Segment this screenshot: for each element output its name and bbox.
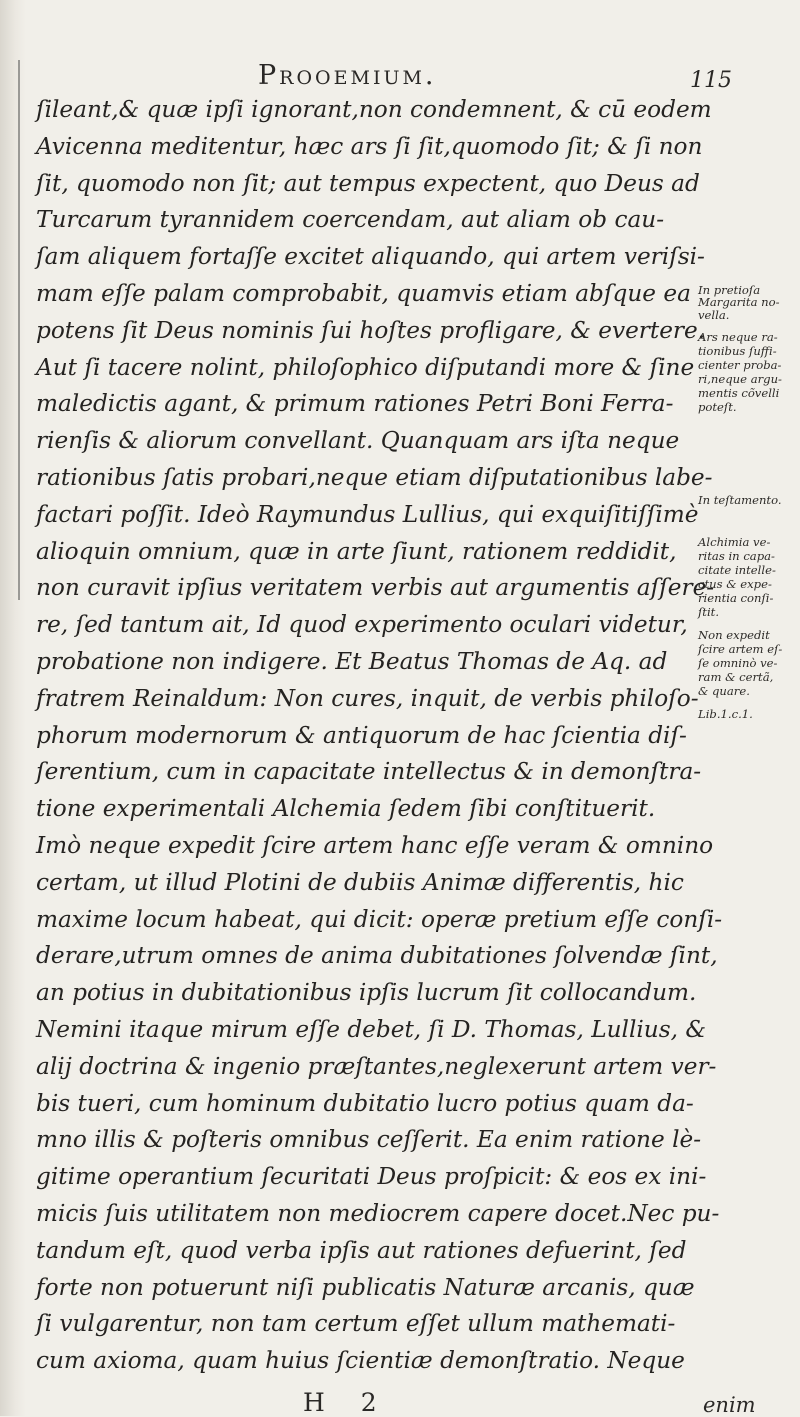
- text-line: bis tueri, cum hominum dubitatio lucro potius quam da-: [36, 1089, 694, 1117]
- text-line: ſerentium, cum in capacitate intellectus & in demonſtra-: [36, 758, 702, 786]
- marginal-note-line: ſe omninò ve-: [698, 656, 778, 670]
- text-line: Aut ſi tacere nolint, philoſophico diſputandi more & ſine: [36, 353, 695, 381]
- marginal-note-line: & quare.: [698, 684, 750, 698]
- text-line: ſam aliquem fortaſſe excitet aliquando, qui artem veriſsi-: [36, 243, 705, 271]
- marginal-note-line: vella.: [698, 308, 730, 322]
- marginal-note-line: ram & certã,: [698, 670, 774, 684]
- marginal-note-line: Margarita no-: [698, 295, 780, 309]
- margin-rule: [18, 60, 20, 600]
- text-line: fratrem Reinaldum: Non cures, inquit, de verbis philoſo-: [36, 684, 699, 712]
- marginal-note-line: citate intelle-: [698, 563, 776, 577]
- marginal-note-line: Alchimia ve-: [698, 535, 771, 549]
- text-line: Imò neque expedit ſcire artem hanc eſſe veram & omnino: [36, 832, 714, 859]
- page-header: [0, 60, 800, 100]
- text-line: Avicenna meditentur, hæc ars ſi ſit,quomodo ſit; & ſi non: [36, 132, 703, 160]
- marginal-note-line: ri,neque argu-: [698, 372, 782, 386]
- marginal-note-line: In teſtamento.: [698, 493, 782, 507]
- text-line: non curavit ipſius veritatem verbis aut argumentis aſſere-: [36, 574, 715, 602]
- binding-gutter: [0, 0, 26, 1416]
- text-line: ſi vulgarentur, non tam certum eſſet ullum mathemati-: [36, 1310, 676, 1338]
- marginal-note-line: ſcire artem eſ-: [698, 642, 783, 656]
- text-line: alioquin omnium, quæ in arte ſiunt, rationem reddidit,: [36, 537, 677, 565]
- marginal-note-line: rientia conſi-: [698, 591, 774, 605]
- text-line: potens ſit Deus nominis ſui hoſtes profligare, & evertere.: [36, 316, 706, 344]
- text-line: factari poſſit. Ideò Raymundus Lullius, qui exquiſitiſſimè: [36, 500, 699, 528]
- marginal-note-line: ſtit.: [698, 605, 720, 619]
- text-line: mno illis & poſteris omnibus ceſſerit. Ea enim ratione lè-: [36, 1126, 702, 1154]
- text-line: mam eſſe palam comprobabit, quamvis etiam abſque ea: [36, 280, 691, 307]
- page-number: 115: [690, 68, 732, 93]
- text-line: certam, ut illud Plotini de dubiis Animæ differentis, hic: [36, 868, 684, 896]
- marginal-note-line: cienter proba-: [698, 358, 782, 372]
- running-head: Prooemium.: [258, 60, 437, 91]
- marginal-note-line: In pretioſa: [698, 283, 761, 297]
- text-line: Nemini itaque mirum eſſe debet, ſi D. Thomas, Lullius, &: [36, 1016, 706, 1043]
- text-line: micis ſuis utilitatem non mediocrem capere docet.Nec pu-: [36, 1200, 720, 1227]
- text-line: re, ſed tantum ait, Id quod experimento oculari videtur,: [36, 611, 688, 639]
- signature-mark: H 2: [303, 1388, 391, 1417]
- text-line: ſileant,& quæ ipſi ignorant,non condemnent, & cū eodem: [36, 96, 712, 123]
- text-line: rationibus ſatis probari,neque etiam diſputationibus labe-: [36, 464, 713, 491]
- text-line: Turcarum tyrannidem coercendam, aut aliam ob cau-: [36, 206, 665, 234]
- marginal-note-line: mentis cõvelli: [698, 386, 780, 400]
- marginal-note-line: tionibus ſuffi-: [698, 344, 777, 358]
- marginal-note-line: Ars neque ra-: [698, 330, 778, 344]
- marginal-note-line: poteſt.: [698, 400, 737, 414]
- text-line: alij doctrina & ingenio præſtantes,neglexerunt artem ver-: [36, 1052, 717, 1080]
- text-line: rienſis & aliorum convellant. Quanquam ars iſta neque: [36, 427, 680, 455]
- text-line: probatione non indigere. Et Beatus Thomas de Aq. ad: [36, 648, 668, 675]
- marginal-note-line: Lib.1.c.1.: [698, 707, 753, 721]
- text-line: an potius in dubitationibus ipſis lucrum ſit collocandum.: [36, 979, 697, 1007]
- catchword: enim: [703, 1393, 756, 1417]
- text-line: maxime locum habeat, qui dicit: operæ pretium eſſe conſi-: [36, 905, 723, 933]
- marginal-note-line: Non expedit: [698, 628, 770, 642]
- text-line: maledictis agant, & primum rationes Petri Boni Ferra-: [36, 390, 674, 418]
- text-line: phorum modernorum & antiquorum de hac ſcientia diſ-: [36, 721, 687, 749]
- text-line: ſit, quomodo non ſit; aut tempus expectent, quo Deus ad: [36, 169, 700, 197]
- text-line: tandum eſt, quod verba ipſis aut rationes defuerint, ſed: [36, 1236, 687, 1264]
- text-line: tione experimentali Alchemia ſedem ſibi conſtituerit.: [36, 795, 656, 823]
- text-line: forte non potuerunt niſi publicatis Naturæ arcanis, quæ: [36, 1273, 695, 1301]
- marginal-note-line: ritas in capa-: [698, 549, 775, 563]
- text-line: gitime operantium ſecuritati Deus proſpicit: & eos ex ini-: [36, 1163, 707, 1191]
- text-line: derare,utrum omnes de anima dubitationes ſolvendæ ſint,: [36, 942, 718, 970]
- marginal-note-line: ctus & expe-: [698, 577, 772, 591]
- text-line: cum axioma, quam huius ſcientiæ demonſtratio. Neque: [36, 1347, 685, 1375]
